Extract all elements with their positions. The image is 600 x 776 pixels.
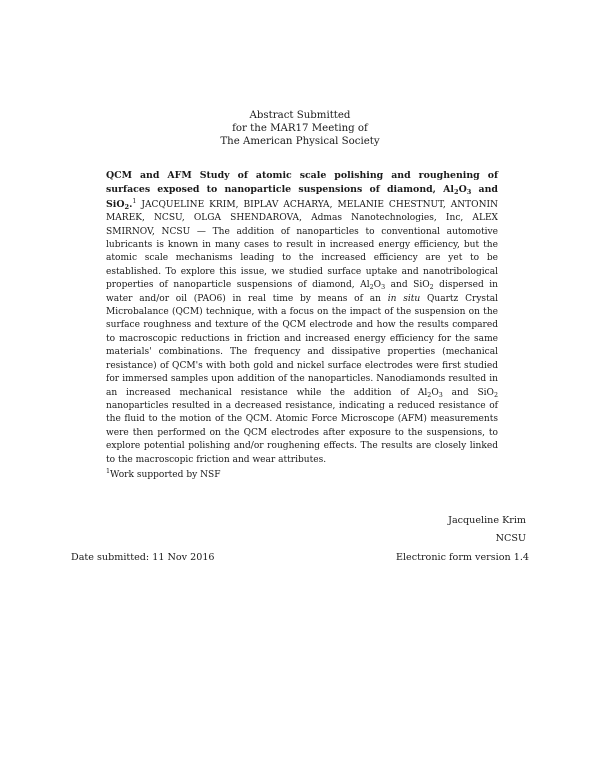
header-line-1: Abstract Submitted	[249, 110, 351, 121]
abstract-body	[106, 169, 498, 467]
signature-block	[448, 512, 526, 548]
footnote	[106, 470, 221, 480]
footnote-text: Work supported by NSF	[110, 470, 221, 480]
signature-name: Jacqueline Krim	[448, 515, 526, 526]
footnote-mark: 1	[106, 468, 111, 475]
abstract-text: The addition of nanoparticles to conventional automotive lubricants is known in many cases to result in increased energy efficiency, but the atomic scale mechanisms leading to the increased efficiency are yet to be established. To explore this issue, we studied surface uptake and nanotribological properties of nanoparticle suspensions of diamond, $Al_2O_3$ and SiO$_2$ dispersed in water and/or oil (PAO6) in real time by means of an in situ Quartz Crystal Microbalance (QCM) technique, with a focus on the impact of the suspension on the surface roughness and texture of the QCM electrode and how the results compared to macroscopic reductions in friction and increased energy efficiency for the same materials' combinations. The frequency and dissipative properties (mechanical resistance) of QCM's with both gold and nickel surface electrodes were first studied for immersed samples upon addition of the nanoparticles. Nanodiamonds resulted in an increased mechanical resistance while the addition of $Al_2O_3$ and SiO$_2$ nanoparticles resulted in a decreased resistance, indicating a reduced resistance of the fluid to the motion of the QCM. Atomic Force Microscope (AFM) measurements were then performed on the QCM electrodes after exposure to the suspensions, to explore potential polishing and/or roughening effects. The results are closely linked to the macroscopic friction and wear attributes.	[106, 226, 499, 465]
author-list: JACQUELINE KRIM, BIPLAV ACHARYA, MELANIE CHESTNUT, ANTONIN MAREK, NCSU, OLGA SHENDAROVA, Admas Nanotechnologies, Inc, ALEX SMIRNOV, NCSU —	[106, 199, 498, 237]
abstract-title: QCM and AFM Study of atomic scale polishing and roughening of surfaces exposed to nanoparticle suspensions of diamond, $Al_2O_3$ and SiO$_2$.	[106, 170, 498, 211]
form-version: Electronic form version 1.4	[395, 552, 529, 563]
header-line-3: The American Physical Society	[220, 136, 380, 147]
header-line-2: for the MAR17 Meeting of	[232, 123, 368, 134]
title-footnote-mark: 1	[132, 197, 137, 205]
signature-affiliation: NCSU	[495, 533, 526, 544]
date-submitted: Date submitted: 11 Nov 2016	[71, 552, 215, 563]
